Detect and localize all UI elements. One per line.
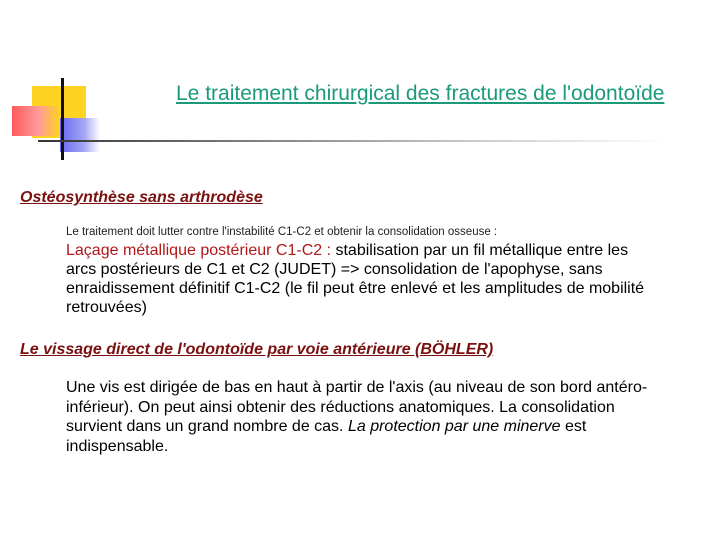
decor-red-bar <box>12 106 60 136</box>
vissage-text-italic: La protection par une minerve <box>347 418 561 435</box>
decor-horizontal-line <box>38 140 668 142</box>
section-intro-text: Le traitement doit lutter contre l'instabilité C1-C2 et obtenir la consolidation osseuse : <box>66 226 498 238</box>
slide-title: Le traitement chirurgical des fractures de l'odontoïde <box>176 82 665 105</box>
section-paragraph-lacage <box>66 241 656 317</box>
section-heading-osteosynthese: Ostéosynthèse sans arthrodèse <box>20 189 263 206</box>
method-label: Laçage métallique postérieur C1-C2 : <box>66 242 332 259</box>
decor-blue-square <box>60 118 100 152</box>
section-heading-vissage: Le vissage direct de l'odontoïde par voie antérieure (BÖHLER) <box>20 341 494 358</box>
vissage-text-part1: Une vis est dirigée de bas en haut à partir de l'axis (au niveau de son bord antéro-inférieur). On peut ainsi obtenir des réductions anatomiques. La consolidation survient dans un grand nombre de cas. <box>66 379 648 435</box>
vissage-text-part2: est indispensable. <box>66 418 587 455</box>
decor-vertical-line <box>61 78 64 160</box>
method-text: stabilisation par un fil métallique entre les arcs postérieurs de C1 et C2 (JUDET) => consolidation de l'apophyse, sans enraidissement définitif C1-C2 (le fil peut être enlevé et les amplitudes de mobilité retrouvées) <box>66 242 645 316</box>
section-paragraph-vissage <box>66 378 666 456</box>
